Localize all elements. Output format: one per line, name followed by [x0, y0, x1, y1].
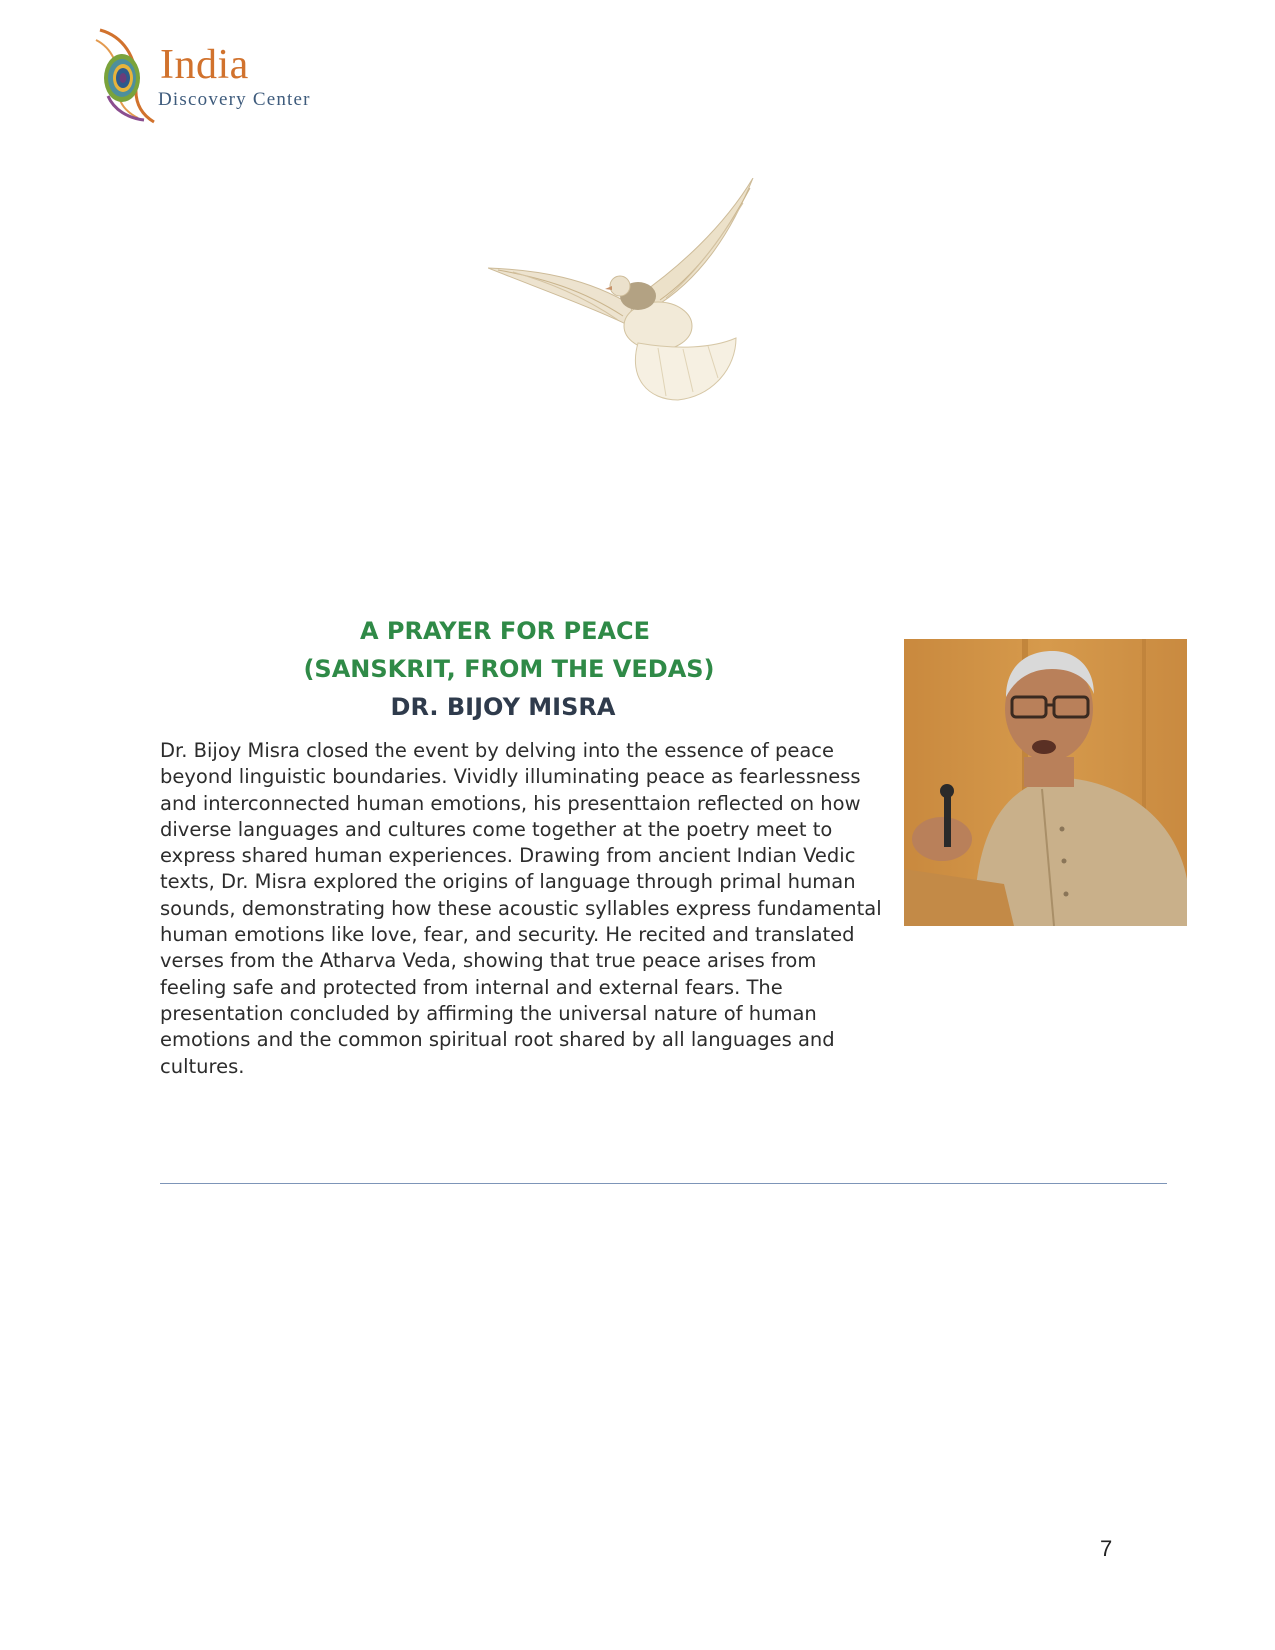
article-body: Dr. Bijoy Misra closed the event by delving into the essence of peace beyond linguistic boundaries. Vividly illuminating peace as fearlessness and interconnected human emotions, his presenttaion reflected on how diverse languages and cultures come together at the poetry meet to express shared human experiences. Drawing from ancient Indian Vedic texts, Dr. Misra explored the origins of language through primal human sounds, demonstrating how these acoustic syllables express fundamental human emotions like love, fear, and security. He recited and translated verses from the Atharva Veda, showing that true peace arises from feeling safe and protected from internal and external fears. The presentation concluded by affirming the universal nature of human emotions and the common spiritual root shared by all languages and cultures.	[160, 739, 882, 1078]
logo-subtitle: Discovery Center	[158, 89, 311, 110]
page-number: 7	[1100, 1536, 1113, 1561]
peacock-feather-icon	[92, 26, 162, 126]
india-discovery-center-logo	[92, 26, 332, 126]
dove-image	[488, 178, 778, 408]
speaker-photo	[904, 639, 1187, 926]
section-divider	[160, 1183, 1167, 1184]
article-heading	[150, 612, 900, 726]
logo-wordmark: India	[160, 42, 249, 88]
article-subtitle: (SANSKRIT, FROM THE VEDAS)	[303, 655, 715, 683]
article-title: A PRAYER FOR PEACE	[359, 617, 651, 645]
article-author: DR. BIJOY MISRA	[390, 693, 616, 721]
